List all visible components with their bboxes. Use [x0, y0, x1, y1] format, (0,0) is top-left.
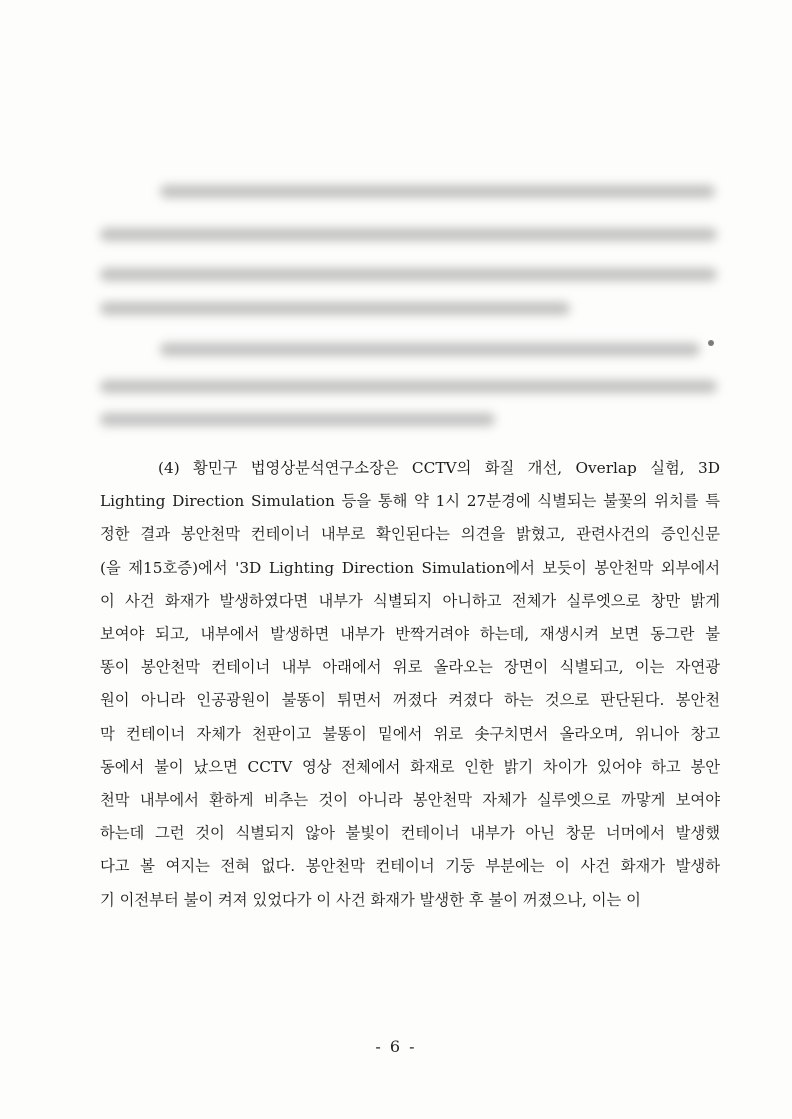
paragraph-line: (4) 황민구 법영상분석연구소장은 CCTV의 화질 개선, Overlap 실험, 3D	[158, 459, 720, 477]
paragraph-line: 똥이 봉안천막 컨테이너 내부 아래에서 위로 올라오는 장면이 식별되고, 이는 자연광	[100, 658, 720, 677]
page-number: - 6 -	[375, 1037, 417, 1056]
paragraph-line: 기 이전부터 불이 켜져 있었다가 이 사건 화재가 발생한 후 불이 꺼졌으나, 이는 이	[100, 890, 641, 909]
scan-speck	[708, 340, 714, 346]
paragraph-line: 동에서 불이 났으면 CCTV 영상 전체에서 화재로 인한 밝기 차이가 있어야 하고 봉안	[100, 757, 720, 776]
paragraph-line: 이 사건 화재가 발생하였다면 내부가 식별되지 아니하고 전체가 실루엣으로 창만 밝게	[100, 591, 720, 610]
paragraph-line: 다고 볼 여지는 전혀 없다. 봉안천막 컨테이너 기둥 부분에는 이 사건 화재가 발생하	[100, 857, 720, 876]
paragraph-line: 원이 아니라 인공광원이 불똥이 튀면서 꺼졌다 켜졌다 하는 것으로 판단된다. 봉안천	[100, 691, 720, 710]
paragraph-line: 정한 결과 봉안천막 컨테이너 내부로 확인된다는 의견을 밝혔고, 관련사건의 증인신문	[100, 525, 720, 544]
paragraph-line: Lighting Direction Simulation 등을 통해 약 1시 27분경에 식별되는 불꽃의 위치를 특	[100, 492, 720, 511]
paragraph-line: (을 제15호증)에서 '3D Lighting Direction Simulation에서 보듯이 봉안천막 외부에서	[100, 558, 720, 577]
paragraph-line: 천막 내부에서 환하게 비추는 것이 아니라 봉안천막 자체가 실루엣으로 까맣게 보여야	[100, 791, 720, 810]
paragraph-line: 보여야 되고, 내부에서 발생하면 내부가 반짝거려야 하는데, 재생시켜 보면 동그란 불	[100, 625, 720, 644]
paragraph-line: 하는데 그런 것이 식별되지 않아 불빛이 컨테이너 내부가 아닌 창문 너머에서 발생했	[100, 824, 720, 843]
paragraph-line: 막 컨테이너 자체가 천판이고 불똥이 밑에서 위로 솟구치면서 올라오며, 위니아 창고	[100, 724, 720, 743]
redacted-blurred-text	[0, 0, 792, 440]
paragraph-4	[100, 452, 720, 917]
